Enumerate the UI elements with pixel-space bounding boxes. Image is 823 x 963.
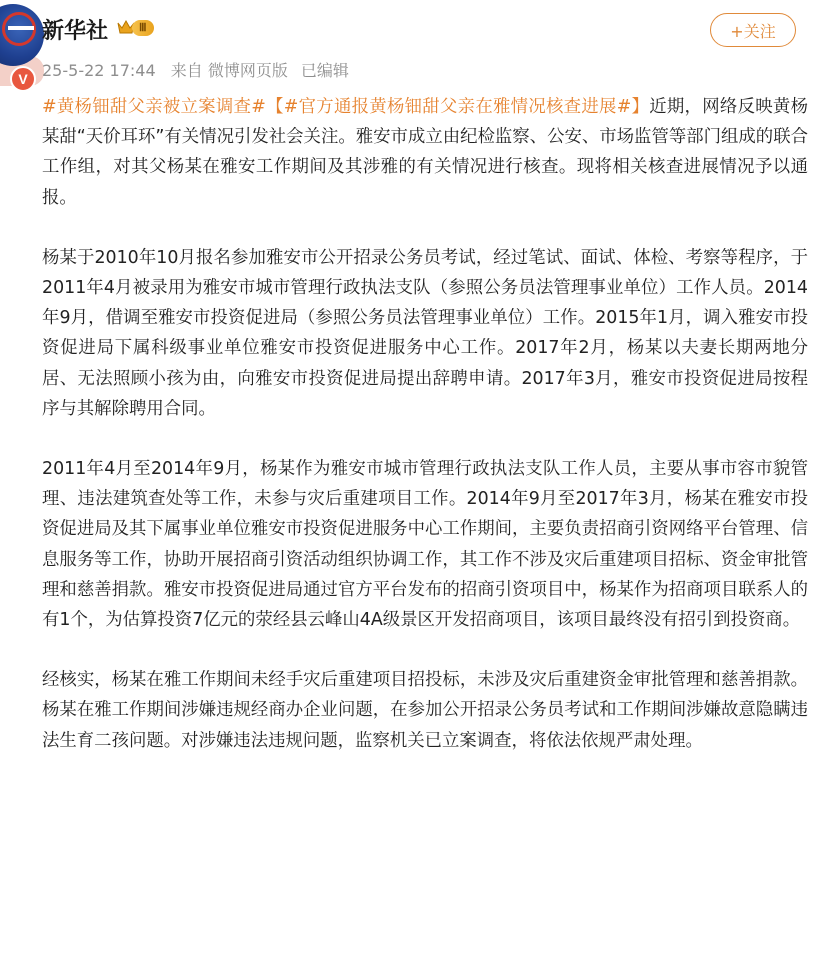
post-timestamp[interactable]: 25-5-22 17:44: [42, 61, 156, 80]
post-edited-label[interactable]: 已编辑: [300, 61, 349, 80]
avatar[interactable]: [0, 4, 44, 66]
paragraph-text: 近期，网络反映黄杨某甜“天价耳环”有关情况引发社会关注。雅安市成立由纪检监察、公安、市场监管等部门组成的联合工作组，对其父杨某在雅安工作期间及其涉雅的有关情况进行核查。现将相关核查进展情况予以通报。: [42, 97, 808, 208]
avatar-logo-bar: [8, 26, 34, 30]
follow-button[interactable]: +关注: [710, 13, 796, 47]
post-paragraph-3: 2011年4月至2014年9月，杨某作为雅安市城市管理行政执法支队工作人员，主要从事市容市貌管理、违法建筑查处等工作，未参与灾后重建项目工作。2014年9月至2017年3月，杨某在雅安市投资促进局及其下属事业单位雅安市投资促进服务中心工作期间，主要负责招商引资网络平台管理、信息服务等工作，协助开展招商引资活动组织协调工作，其工作不涉及灾后重建项目招标、资金审批管理和慈善捐款。雅安市投资促进局通过官方平台发布的招商引资项目中，杨某作为招商项目联系人的有1个，为估算投资7亿元的荥经县云峰山4A级景区开发招商项目，该项目最终没有招引到投资商。: [42, 459, 808, 631]
author-name[interactable]: 新华社: [42, 19, 109, 44]
hashtag-link[interactable]: #黄杨钿甜父亲被立案调查#: [42, 97, 266, 117]
topic-link[interactable]: 【#官方通报黄杨钿甜父亲在雅情况核查进展#】: [265, 97, 650, 117]
verified-badge: V: [10, 66, 36, 92]
post-source: 来自 微博网页版: [170, 61, 288, 80]
post-body: [42, 92, 808, 756]
level-badge: Ⅲ: [132, 20, 154, 36]
post-header: [0, 0, 823, 92]
post-paragraph-1: [42, 92, 808, 213]
post-paragraph-4: 经核实，杨某在雅工作期间未经手灾后重建项目招投标，未涉及灾后重建资金审批管理和慈善捐款。杨某在雅工作期间涉嫌违规经商办企业问题，在参加公开招录公务员考试和工作期间涉嫌故意隐瞒违法生育二孩问题。对涉嫌违法违规问题，监察机关已立案调查，将依法依规严肃处理。: [42, 670, 808, 751]
post-meta: [42, 58, 349, 81]
post-paragraph-2: 杨某于2010年10月报名参加雅安市公开招录公务员考试，经过笔试、面试、体检、考察等程序，于2011年4月被录用为雅安市城市管理行政执法支队（参照公务员法管理事业单位）工作人员。2014年9月，借调至雅安市投资促进局（参照公务员法管理事业单位）工作。2015年1月，调入雅安市投资促进局下属科级事业单位雅安市投资促进服务中心工作。2017年2月，杨某以夫妻长期两地分居、无法照顾小孩为由，向雅安市投资促进局提出辞聘申请。2017年3月，雅安市投资促进局按程序与其解除聘用合同。: [42, 247, 808, 419]
